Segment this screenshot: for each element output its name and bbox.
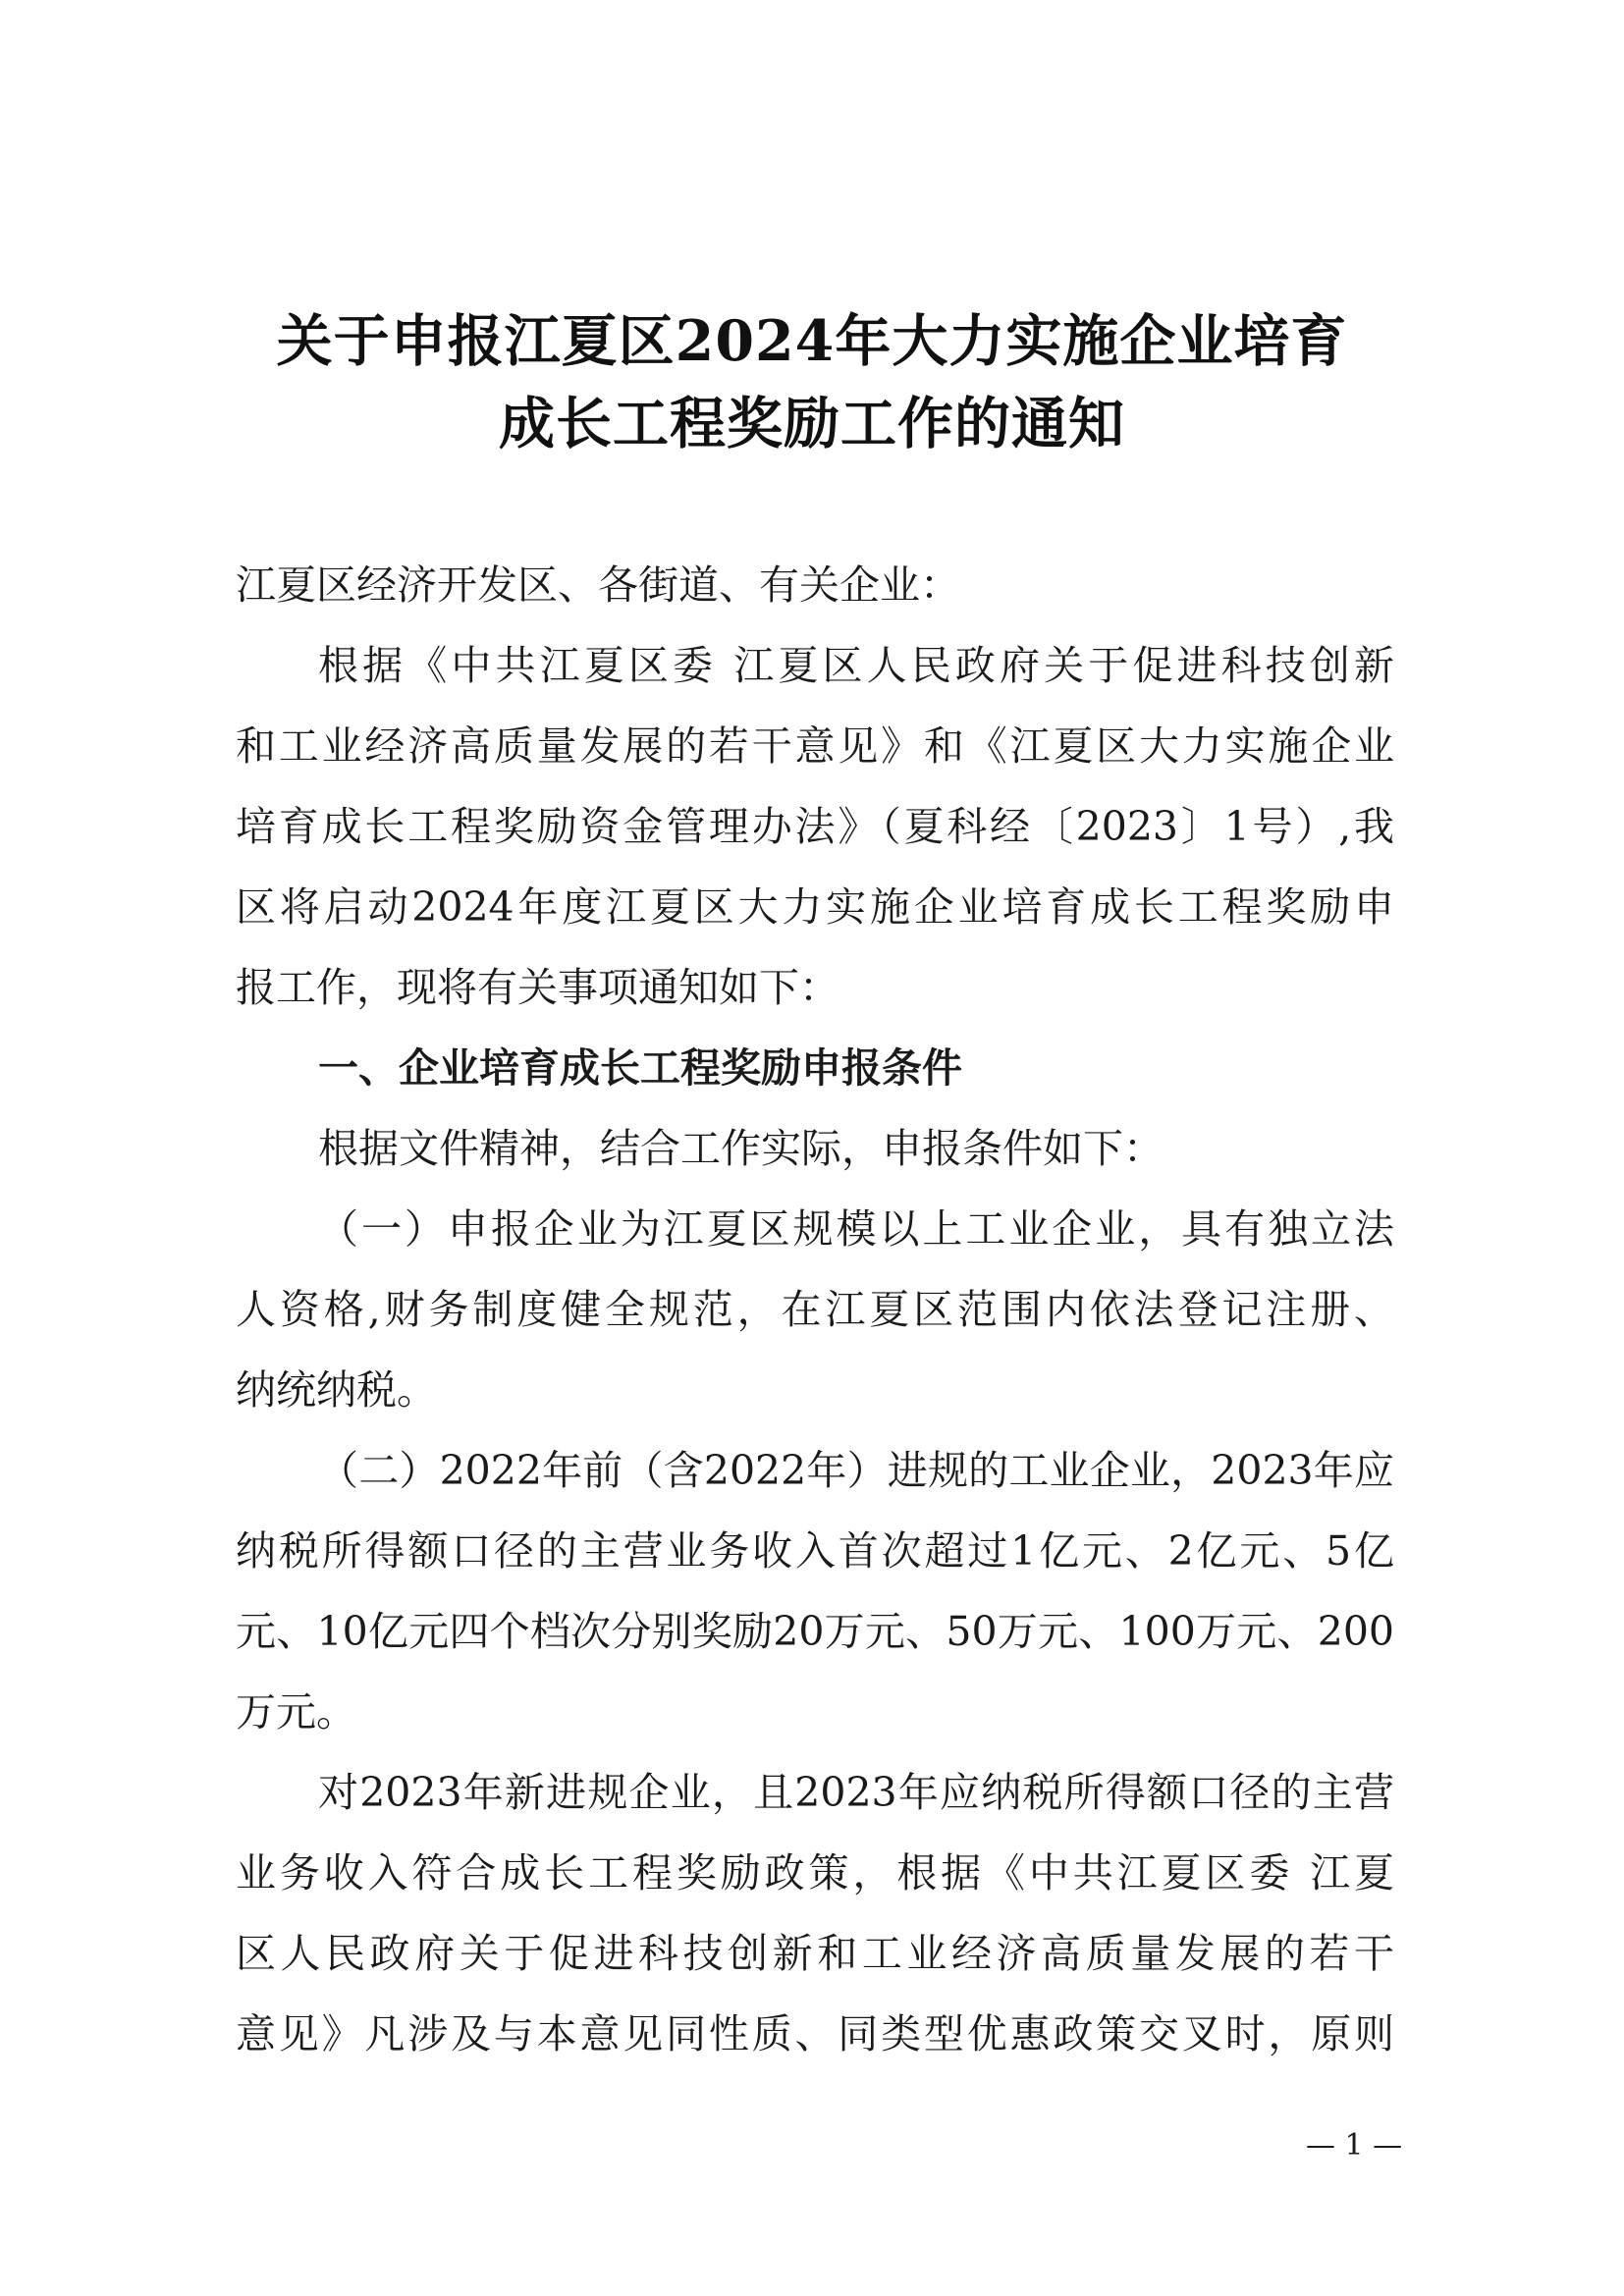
para-3-line-4: 意见》凡涉及与本意见同性质、同类型优惠政策交叉时，原则 <box>236 2010 1394 2057</box>
section-1-heading: 一、企业培育成长工程奖励申报条件 <box>318 1044 962 1092</box>
section-1-lead: 根据文件精神，结合工作实际，申报条件如下： <box>318 1125 1164 1172</box>
item-2-line-2: 纳税所得额口径的主营业务收入首次超过1亿元、2亿元、5亿 <box>236 1527 1394 1575</box>
intro-line-5: 报工作，现将有关事项通知如下： <box>236 964 839 1011</box>
document-title-line-2: 成长工程奖励工作的通知 <box>499 391 1125 456</box>
para-3-line-1: 对2023年新进规企业，且2023年应纳税所得额口径的主营 <box>318 1769 1394 1816</box>
item-2-line-3: 元、10亿元四个档次分别奖励20万元、50万元、100万元、200 <box>236 1608 1394 1655</box>
intro-line-2: 和工业经济高质量发展的若干意见》和《江夏区大力实施企业 <box>236 722 1394 770</box>
addressee: 江夏区经济开发区、各街道、有关企业： <box>236 561 960 609</box>
intro-line-3: 培育成长工程奖励资金管理办法》（夏科经〔2023〕1号）,我 <box>236 803 1394 850</box>
intro-line-4: 区将启动2024年度江夏区大力实施企业培育成长工程奖励申 <box>236 883 1394 931</box>
para-3-line-3: 区人民政府关于促进科技创新和工业经济高质量发展的若干 <box>236 1930 1394 1977</box>
page-number: — 1 — <box>1306 2128 1403 2163</box>
item-2-line-1: （二）2022年前（含2022年）进规的工业企业，2023年应 <box>318 1447 1394 1494</box>
intro-line-1: 根据《中共江夏区委 江夏区人民政府关于促进科技创新 <box>318 642 1394 689</box>
item-1-line-2: 人资格,财务制度健全规范，在江夏区范围内依法登记注册、 <box>236 1286 1394 1333</box>
item-2-line-4: 万元。 <box>236 1688 356 1735</box>
para-3-line-2: 业务收入符合成长工程奖励政策，根据《中共江夏区委 江夏 <box>236 1849 1394 1896</box>
item-1-line-3: 纳统纳税。 <box>236 1366 437 1414</box>
item-1-line-1: （一）申报企业为江夏区规模以上工业企业，具有独立法 <box>318 1205 1394 1253</box>
document-title-line-1: 关于申报江夏区2024年大力实施企业培育 <box>276 308 1348 374</box>
